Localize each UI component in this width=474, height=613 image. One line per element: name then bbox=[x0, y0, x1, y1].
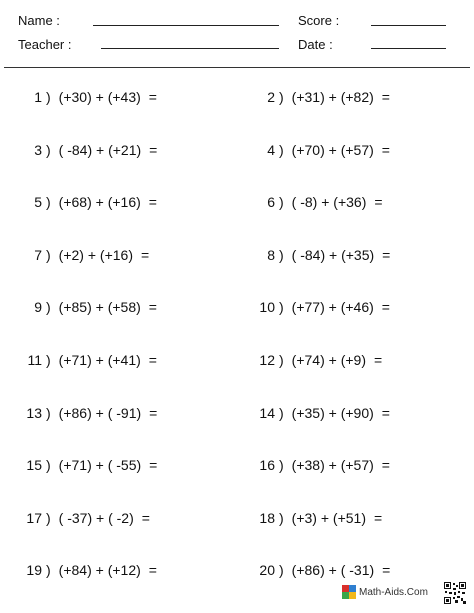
problem-number: 18 bbox=[259, 509, 275, 526]
problem-1 bbox=[18, 88, 157, 106]
problem-number: 11 bbox=[27, 352, 42, 368]
score-blank-line[interactable] bbox=[371, 25, 446, 26]
equals-sign: = bbox=[381, 299, 390, 316]
problem-3 bbox=[18, 141, 157, 159]
equals-sign: = bbox=[381, 89, 390, 105]
math-aids-logo bbox=[342, 585, 428, 599]
problem-number: 3 bbox=[34, 141, 42, 158]
problem-6 bbox=[251, 193, 383, 211]
equals-sign: = bbox=[149, 141, 158, 158]
equals-sign: = bbox=[381, 141, 390, 158]
problem-expression: (+35) + (+90) bbox=[291, 404, 374, 421]
problem-number: 7 bbox=[34, 246, 42, 263]
problem-expression: (+77) + (+46) bbox=[291, 299, 374, 316]
problem-number-paren: ) bbox=[46, 89, 51, 105]
problem-2 bbox=[251, 88, 390, 106]
score-label: Score : bbox=[298, 13, 340, 28]
problem-number: 17 bbox=[26, 509, 42, 526]
problem-expression: ( -84) + (+21) bbox=[58, 141, 142, 158]
name-label: Name : bbox=[18, 13, 60, 28]
problem-8 bbox=[251, 246, 390, 264]
problem-number: 16 bbox=[259, 457, 275, 474]
problem-17 bbox=[18, 509, 150, 527]
problem-number: 12 bbox=[259, 352, 275, 368]
problem-number-paren: ) bbox=[46, 141, 51, 158]
problem-15 bbox=[18, 456, 157, 474]
problem-number-paren: ) bbox=[46, 562, 51, 579]
header-divider bbox=[4, 67, 470, 68]
problem-expression: (+3) + (+51) bbox=[291, 509, 366, 526]
problem-9 bbox=[18, 298, 157, 316]
problem-number-paren: ) bbox=[279, 352, 284, 368]
problem-number: 10 bbox=[259, 299, 275, 316]
equals-sign: = bbox=[148, 562, 157, 579]
problem-number-paren: ) bbox=[46, 457, 51, 474]
problem-number: 8 bbox=[267, 246, 275, 263]
problem-20 bbox=[251, 561, 390, 579]
equals-sign: = bbox=[148, 194, 157, 211]
problem-number: 9 bbox=[34, 299, 42, 316]
problem-16 bbox=[251, 456, 390, 474]
problem-expression: (+71) + (+41) bbox=[58, 352, 141, 368]
problem-expression: (+30) + (+43) bbox=[58, 89, 141, 105]
problem-number-paren: ) bbox=[46, 352, 51, 368]
problem-expression: (+85) + (+58) bbox=[58, 299, 141, 316]
qr-code-icon bbox=[444, 582, 466, 604]
logo-text: Math-Aids.Com bbox=[359, 586, 428, 598]
problem-expression: (+86) + ( -31) bbox=[291, 562, 375, 579]
problem-11 bbox=[18, 351, 157, 369]
problem-number: 19 bbox=[26, 562, 42, 579]
problem-number-paren: ) bbox=[279, 299, 284, 316]
date-blank-line[interactable] bbox=[371, 48, 446, 49]
problem-expression: (+2) + (+16) bbox=[58, 246, 133, 263]
problem-expression: (+70) + (+57) bbox=[291, 141, 374, 158]
teacher-blank-line[interactable] bbox=[101, 48, 279, 49]
problem-10 bbox=[251, 298, 390, 316]
problem-number-paren: ) bbox=[46, 404, 51, 421]
problem-expression: (+74) + (+9) bbox=[291, 352, 366, 368]
equals-sign: = bbox=[382, 562, 391, 579]
equals-sign: = bbox=[148, 89, 157, 105]
problem-expression: (+31) + (+82) bbox=[291, 89, 374, 105]
equals-sign: = bbox=[149, 404, 158, 421]
problem-18 bbox=[251, 509, 382, 527]
name-blank-line[interactable] bbox=[93, 25, 279, 26]
problem-number: 1 bbox=[34, 89, 42, 105]
problem-number-paren: ) bbox=[279, 89, 284, 105]
problem-number-paren: ) bbox=[279, 194, 284, 211]
equals-sign: = bbox=[381, 404, 390, 421]
problem-number-paren: ) bbox=[279, 562, 284, 579]
problem-4 bbox=[251, 141, 390, 159]
equals-sign: = bbox=[141, 246, 150, 263]
problem-number-paren: ) bbox=[46, 246, 51, 263]
teacher-label: Teacher : bbox=[18, 37, 72, 52]
problem-expression: ( -84) + (+35) bbox=[291, 246, 375, 263]
math-aids-logo-icon bbox=[342, 585, 356, 599]
problem-number: 4 bbox=[267, 141, 275, 158]
problem-number: 20 bbox=[259, 562, 275, 579]
problem-expression: ( -8) + (+36) bbox=[291, 194, 367, 211]
equals-sign: = bbox=[148, 352, 157, 368]
problem-14 bbox=[251, 404, 390, 422]
problem-number-paren: ) bbox=[46, 299, 51, 316]
problem-5 bbox=[18, 193, 157, 211]
equals-sign: = bbox=[149, 457, 158, 474]
problem-19 bbox=[18, 561, 157, 579]
date-label: Date : bbox=[298, 37, 333, 52]
problem-12 bbox=[251, 351, 382, 369]
problem-number-paren: ) bbox=[46, 509, 51, 526]
problem-expression: (+84) + (+12) bbox=[58, 562, 141, 579]
problem-number: 2 bbox=[267, 89, 275, 105]
problem-number-paren: ) bbox=[46, 194, 51, 211]
equals-sign: = bbox=[148, 299, 157, 316]
problem-expression: (+86) + ( -91) bbox=[58, 404, 142, 421]
equals-sign: = bbox=[381, 457, 390, 474]
problem-number: 13 bbox=[26, 404, 42, 421]
problem-number-paren: ) bbox=[279, 246, 284, 263]
problem-13 bbox=[18, 404, 157, 422]
equals-sign: = bbox=[382, 246, 391, 263]
problem-number: 6 bbox=[267, 194, 275, 211]
problem-number-paren: ) bbox=[279, 404, 284, 421]
problem-number-paren: ) bbox=[279, 141, 284, 158]
problem-expression: ( -37) + ( -2) bbox=[58, 509, 134, 526]
equals-sign: = bbox=[374, 509, 383, 526]
problem-expression: (+71) + ( -55) bbox=[58, 457, 142, 474]
problem-number-paren: ) bbox=[279, 457, 284, 474]
problem-expression: (+38) + (+57) bbox=[291, 457, 374, 474]
problem-number: 5 bbox=[34, 194, 42, 211]
problem-number-paren: ) bbox=[279, 509, 284, 526]
problem-number: 14 bbox=[259, 404, 275, 421]
equals-sign: = bbox=[141, 509, 150, 526]
problem-expression: (+68) + (+16) bbox=[58, 194, 141, 211]
problem-number: 15 bbox=[26, 457, 42, 474]
equals-sign: = bbox=[374, 194, 383, 211]
problem-7 bbox=[18, 246, 149, 264]
equals-sign: = bbox=[374, 352, 383, 368]
